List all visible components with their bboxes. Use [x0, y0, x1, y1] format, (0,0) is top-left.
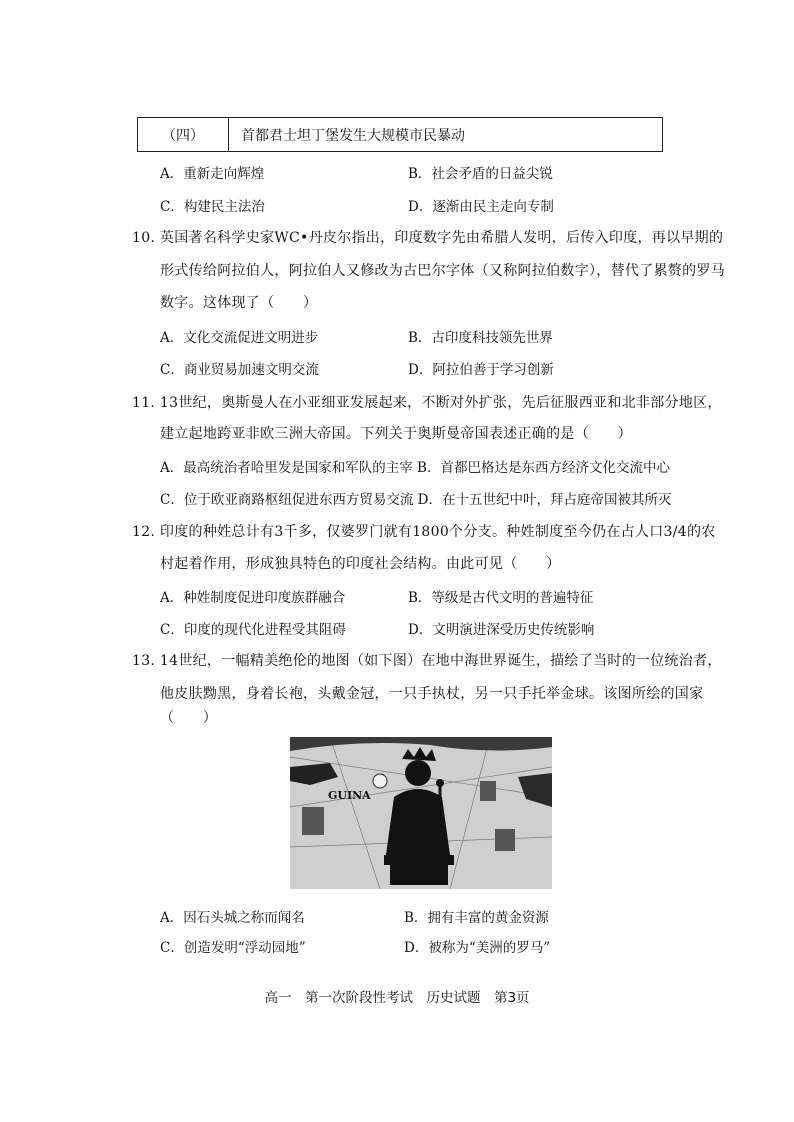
map-caption: GUINA — [328, 789, 371, 802]
q12-option-c: C．印度的现代化进程受其阻碍 — [160, 622, 346, 638]
q11-stem-line2: 建立起地跨亚非欧三洲大帝国。下列关于奥斯曼帝国表述正确的是（ ） — [160, 426, 632, 442]
q9-option-c: C．构建民主法治 — [160, 199, 265, 215]
q12-option-b: B．等级是古代文明的普遍特征 — [408, 590, 594, 606]
event-table-row — [137, 117, 663, 152]
q13-stem-line1: 13. 14世纪，一幅精美绝伦的地图（如下图）在地中海世界诞生，描绘了当时的一位统治者， — [132, 653, 722, 669]
q13-stem-line3: （ ） — [160, 710, 218, 726]
table-content-cell: 首都君士坦丁堡发生大规模市民暴动 — [241, 127, 465, 144]
q9-option-a: A．重新走向辉煌 — [160, 166, 265, 182]
q12-option-d: D．文明演进深受历史传统影响 — [408, 622, 595, 638]
q10-stem-line2: 形式传给阿拉伯人，阿拉伯人又修改为古巴尔字体（又称阿拉伯数字），替代了累赘的罗马 — [160, 263, 725, 279]
q10-stem-line1: 10. 英国著名科学史家WC•丹皮尔指出，印度数字先由希腊人发明，后传入印度，再以早期的 — [132, 230, 724, 246]
q11-options-cd: C．位于欧亚商路枢纽促进东西方贸易交流 D．在十五世纪中叶，拜占庭帝国被其所灭 — [160, 492, 672, 508]
page-footer: 高一 第一次阶段性考试 历史试题 第3页 — [264, 990, 530, 1006]
q9-option-d: D．逐渐由民主走向专制 — [408, 199, 554, 215]
q10-option-c: C．商业贸易加速文明交流 — [160, 362, 319, 378]
map-illustration — [290, 737, 552, 889]
q9-option-b: B．社会矛盾的日益尖锐 — [408, 166, 553, 182]
q11-options-ab: A．最高统治者哈里发是国家和军队的主宰 B．首都巴格达是东西方经济文化交流中心 — [160, 460, 670, 476]
table-label-cell: （四） — [138, 118, 229, 151]
q10-option-b: B．古印度科技领先世界 — [408, 330, 553, 346]
q10-stem-line3: 数字。这体现了（ ） — [160, 295, 318, 311]
q10-option-a: A．文化交流促进文明进步 — [160, 330, 319, 346]
map-illustration-svg — [290, 737, 552, 889]
q11-stem-line1: 11. 13世纪，奥斯曼人在小亚细亚发展起来，不断对外扩张，先后征服西亚和北非部分地区， — [132, 395, 722, 411]
q13-option-a: A．因石头城之称而闻名 — [160, 910, 305, 926]
q12-stem-line2: 村起着作用，形成独具特色的印度社会结构。由此可见（ ） — [160, 556, 561, 572]
q13-option-c: C．创造发明“浮动园地” — [160, 940, 306, 956]
q13-stem-line2: 他皮肤黝黑，身着长袍，头戴金冠，一只手执杖，另一只手托举金球。该图所绘的国家 — [160, 686, 704, 702]
q12-option-a: A．种姓制度促进印度族群融合 — [160, 590, 346, 606]
q13-option-d: D．被称为“美洲的罗马” — [404, 940, 551, 956]
q10-option-d: D．阿拉伯善于学习创新 — [408, 362, 554, 378]
q12-stem-line1: 12. 印度的种姓总计有3千多，仅婆罗门就有1800个分支。种姓制度至今仍在占人口3/4的农 — [132, 524, 716, 540]
q13-option-b: B．拥有丰富的黄金资源 — [404, 910, 549, 926]
